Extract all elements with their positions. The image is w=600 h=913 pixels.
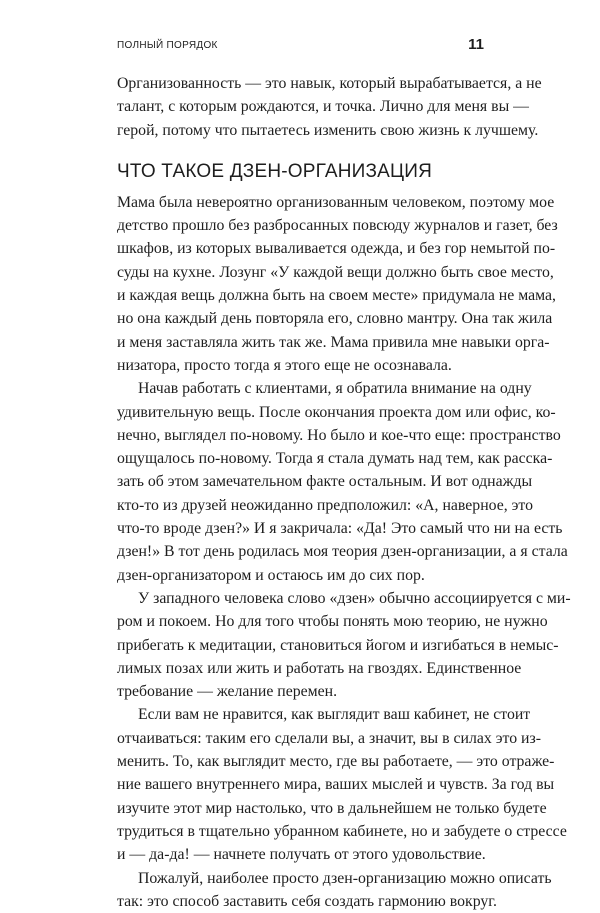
page-body xyxy=(117,72,484,913)
text-line: и каждая вещь должна быть на своем месте» придумала не мама, xyxy=(117,284,484,307)
text-line: суды на кухне. Лозунг «У каждой вещи должно быть свое место, xyxy=(117,261,484,284)
text-line: изучите этот мир настолько, что в дальнейшем не только будете xyxy=(117,797,484,820)
text-line: удивительную вещь. После окончания проекта дом или офис, ко- xyxy=(117,401,484,424)
text-line: что-то вроде дзен?» И я закричала: «Да! Это самый что ни на есть xyxy=(117,517,484,540)
paragraph xyxy=(117,587,484,703)
text-line: Если вам не нравится, как выглядит ваш кабинет, не стоит xyxy=(117,703,484,726)
paragraph xyxy=(117,703,484,866)
page-number: 11 xyxy=(468,36,484,53)
text-line: шкафов, из которых вываливается одежда, и без гор немытой по- xyxy=(117,237,484,260)
text-line: отчаиваться: таким его сделали вы, а значит, вы в силах это из- xyxy=(117,727,484,750)
text-line: но она каждый день повторяла его, словно мантру. Она так жила xyxy=(117,307,484,330)
text-line: требование — желание перемен. xyxy=(117,680,484,703)
text-line: дзен-организатором и остаюсь им до сих пор. xyxy=(117,564,484,587)
text-line: лимых позах или жить и работать на гвоздях. Единственное xyxy=(117,657,484,680)
text-line: низатора, просто тогда я этого еще не осознавала. xyxy=(117,354,484,377)
text-line: ние вашего внутреннего мира, ваших мыслей и чувств. За год вы xyxy=(117,773,484,796)
text-line: талант, с которым рождаются, и точка. Лично для меня вы — xyxy=(117,95,484,118)
paragraph xyxy=(117,377,484,587)
text-line: так: это способ заставить себя создать гармонию вокруг. xyxy=(117,890,484,913)
page-header xyxy=(117,36,484,56)
text-line: дзен!» В тот день родилась моя теория дзен-организации, а я стала xyxy=(117,540,484,563)
paragraph xyxy=(117,867,484,913)
text-line: ощущалось по-новому. Тогда я стала думать над тем, как расска- xyxy=(117,447,484,470)
text-line: кто-то из друзей неожиданно предположил: «А, наверное, это xyxy=(117,494,484,517)
paragraph xyxy=(117,191,484,377)
text-line: менить. То, как выглядит место, где вы работаете, — это отраже- xyxy=(117,750,484,773)
text-line: У западного человека слово «дзен» обычно ассоциируется с ми- xyxy=(117,587,484,610)
text-line: Мама была невероятно организованным человеком, поэтому мое xyxy=(117,191,484,214)
intro-paragraph xyxy=(117,72,484,142)
text-line: и меня заставляла жить так же. Мама привила мне навыки орга- xyxy=(117,331,484,354)
section-heading: ЧТО ТАКОЕ ДЗЕН-ОРГАНИЗАЦИЯ xyxy=(117,160,484,184)
text-line: герой, потому что пытаетесь изменить свою жизнь к лучшему. xyxy=(117,119,484,142)
text-line: Начав работать с клиентами, я обратила внимание на одну xyxy=(117,377,484,400)
text-line: детство прошло без разбросанных повсюду журналов и газет, без xyxy=(117,214,484,237)
text-line: зать об этом замечательном факте остальным. И вот однажды xyxy=(117,470,484,493)
text-line: трудиться в тщательно убранном кабинете, но и забудете о стрессе xyxy=(117,820,484,843)
text-line: нечно, выглядел по-новому. Но было и кое-что еще: пространство xyxy=(117,424,484,447)
text-line: ром и покоем. Но для того чтобы понять мою теорию, не нужно xyxy=(117,610,484,633)
text-line: Пожалуй, наиболее просто дзен-организацию можно описать xyxy=(117,867,484,890)
text-line: и — да-да! — начнете получать от этого удовольствие. xyxy=(117,843,484,866)
text-line: Организованность — это навык, который вырабатывается, а не xyxy=(117,72,484,95)
text-line: прибегать к медитации, становиться йогом и изгибаться в немыс- xyxy=(117,634,484,657)
running-title: ПОЛНЫЙ ПОРЯДОК xyxy=(117,40,218,51)
